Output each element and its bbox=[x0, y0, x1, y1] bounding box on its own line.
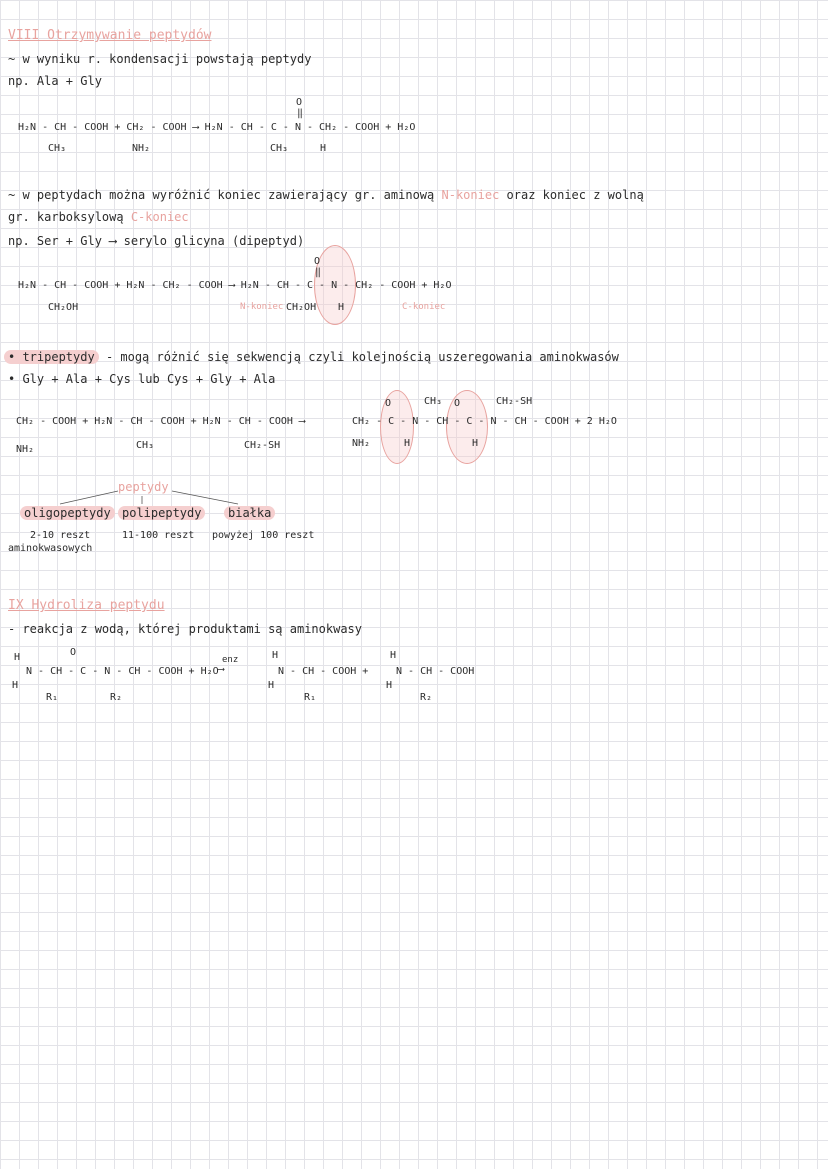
text-segment: oraz koniec z wolną bbox=[506, 188, 644, 202]
chem-group: CH₂OH bbox=[286, 302, 317, 313]
tree-node-proteins bbox=[224, 506, 275, 520]
chem-equation: N - CH - COOH + bbox=[278, 666, 369, 677]
chem-oxygen: O bbox=[296, 97, 303, 108]
chem-group: R₁ bbox=[304, 692, 317, 703]
chem-group: H bbox=[272, 650, 279, 661]
tripeptides-highlight: • tripeptydy bbox=[4, 350, 99, 364]
chem-group: R₁ bbox=[46, 692, 59, 703]
chem-equation: N - CH - COOH bbox=[396, 666, 475, 677]
tree-node-desc: 11-100 reszt bbox=[122, 530, 195, 541]
chem-equation: H₂N - CH - COOH + CH₂ - COOH ⟶ H₂N - CH - C - N - CH₂ - COOH + H₂O bbox=[18, 122, 416, 133]
text-segment: - mogą różnić się sekwencją czyli kolejnością uszeregowania aminokwasów bbox=[105, 350, 619, 364]
chem-equation: CH₂ - COOH + H₂N - CH - COOH + H₂N - CH - COOH ⟶ bbox=[16, 416, 305, 427]
text-line: np. Ala + Gly bbox=[8, 74, 102, 88]
chem-group: NH₂ bbox=[352, 438, 371, 449]
tree-node-desc: aminokwasowych bbox=[8, 543, 93, 554]
chem-group: H bbox=[338, 302, 345, 313]
chem-oxygen: O bbox=[314, 256, 321, 267]
chem-group: H bbox=[386, 680, 393, 691]
section-title-peptide-synthesis: VIII Otrzymywanie peptydów bbox=[8, 28, 212, 43]
chem-oxygen: O bbox=[385, 398, 392, 409]
text-line: - reakcja z wodą, której produktami są aminokwasy bbox=[8, 622, 363, 636]
text-line: • Gly + Ala + Cys lub Cys + Gly + Ala bbox=[8, 372, 276, 386]
c-terminus-annotation: C-koniec bbox=[402, 302, 446, 312]
chem-oxygen: O bbox=[70, 647, 77, 658]
text-line: ~ w wyniku r. kondensacji powstają peptydy bbox=[8, 52, 312, 66]
node-label: oligopeptydy bbox=[20, 506, 115, 520]
chem-oxygen: O bbox=[454, 398, 461, 409]
chem-group: CH₃ bbox=[270, 143, 289, 154]
chem-group: CH₃ bbox=[424, 396, 443, 407]
chem-group: H bbox=[472, 438, 479, 449]
tree-node-desc: 2-10 reszt bbox=[30, 530, 91, 541]
chem-group: CH₂-SH bbox=[496, 396, 533, 407]
n-terminus-label: N-koniec bbox=[441, 188, 500, 202]
chem-group: CH₂-SH bbox=[244, 440, 281, 451]
n-terminus-annotation: N-koniec bbox=[240, 302, 284, 312]
chem-group: R₂ bbox=[110, 692, 123, 703]
tree-root-peptides: peptydy bbox=[118, 480, 169, 494]
chem-double-bond: ‖ bbox=[297, 108, 304, 119]
chem-group: CH₂OH bbox=[48, 302, 79, 313]
text-segment: gr. karboksylową bbox=[8, 210, 124, 224]
chem-group: H bbox=[14, 652, 21, 663]
tree-node-desc: powyżej 100 reszt bbox=[212, 530, 315, 541]
chem-group: CH₃ bbox=[48, 143, 67, 154]
chem-group: NH₂ bbox=[132, 143, 151, 154]
tree-node-polypeptides bbox=[118, 506, 205, 520]
enzyme-label: enz bbox=[222, 655, 239, 665]
node-label: polipeptydy bbox=[118, 506, 205, 520]
chem-equation: H₂N - CH - COOH + H₂N - CH₂ - COOH ⟶ H₂N - CH - C - N - CH₂ - COOH + H₂O bbox=[18, 280, 452, 291]
chem-group: H bbox=[268, 680, 275, 691]
chem-equation: CH₂ - C - N - CH - C - N - CH - COOH + 2 H₂O bbox=[352, 416, 617, 427]
reaction-arrow: ⟶ bbox=[218, 664, 225, 675]
chem-group: H bbox=[404, 438, 411, 449]
section-title-hydrolysis: IX Hydroliza peptydu bbox=[8, 598, 165, 613]
chem-double-bond: ‖ bbox=[315, 267, 322, 278]
chem-group: H bbox=[390, 650, 397, 661]
chem-equation: N - CH - C - N - CH - COOH + H₂O bbox=[26, 666, 219, 677]
chem-group: H bbox=[12, 680, 19, 691]
c-terminus-label: C-koniec bbox=[130, 210, 189, 224]
text-segment: ~ w peptydach można wyróżnić koniec zawierający gr. aminową bbox=[8, 188, 435, 202]
chem-group: H bbox=[320, 143, 327, 154]
chem-group: CH₃ bbox=[136, 440, 155, 451]
chem-group: NH₂ bbox=[16, 444, 35, 455]
text-line: np. Ser + Gly ⟶ serylo glicyna (dipeptyd) bbox=[8, 234, 305, 248]
node-label: białka bbox=[224, 506, 275, 520]
chem-group: R₂ bbox=[420, 692, 433, 703]
tree-node-oligopeptides bbox=[20, 506, 115, 520]
